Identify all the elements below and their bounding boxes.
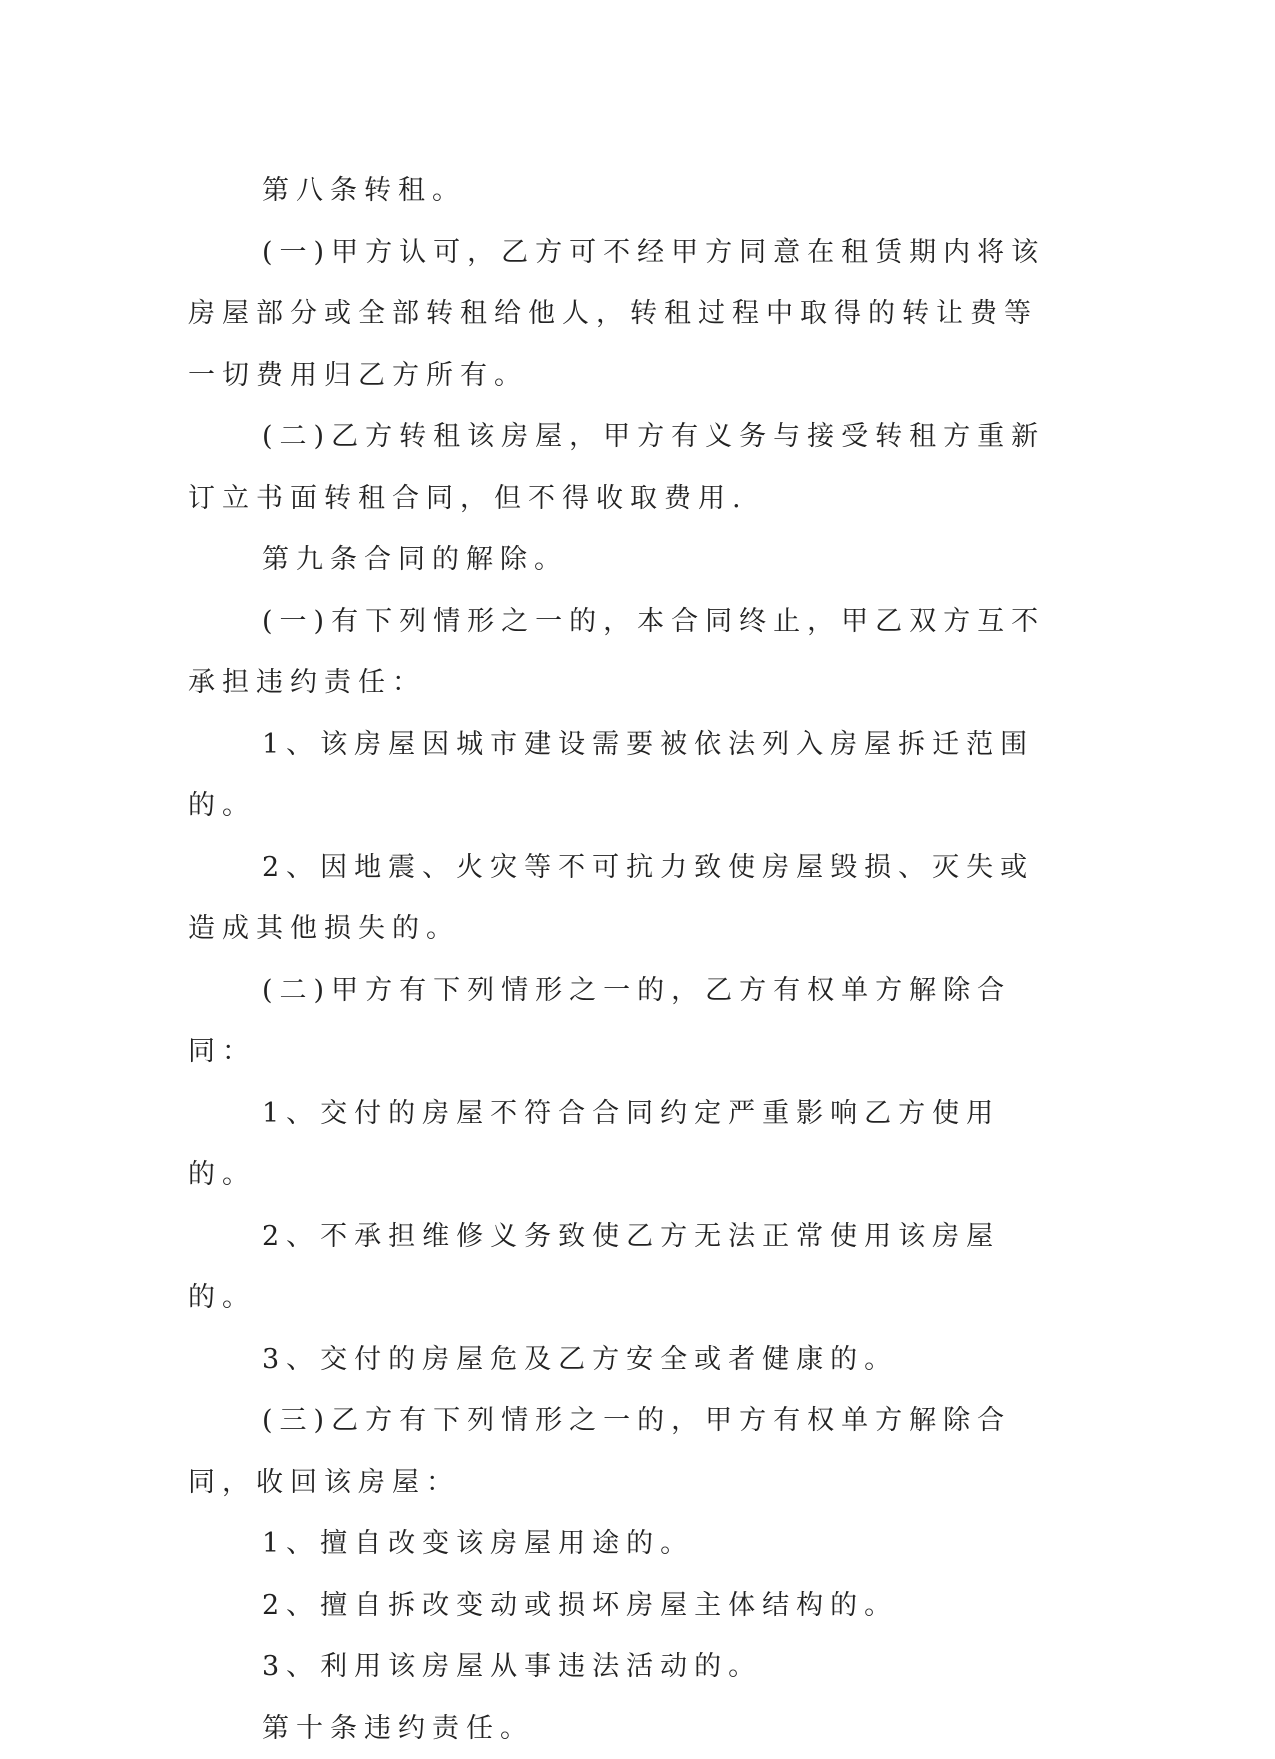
article-9-clause-2-item-2: 2、不承担维修义务致使乙方无法正常使用该房屋的。 xyxy=(188,1206,1068,1329)
article-9-clause-3-item-2: 2、擅自拆改变动或损坏房屋主体结构的。 xyxy=(188,1575,1068,1637)
article-9-clause-1: (一)有下列情形之一的，本合同终止，甲乙双方互不承担违约责任： xyxy=(188,591,1068,714)
article-9-clause-2-item-3: 3、交付的房屋危及乙方安全或者健康的。 xyxy=(188,1329,1068,1391)
article-9-heading: 第九条合同的解除。 xyxy=(188,529,1068,591)
article-9-clause-1-item-2: 2、因地震、火灾等不可抗力致使房屋毁损、灭失或造成其他损失的。 xyxy=(188,837,1068,960)
article-9-clause-2-item-1: 1、交付的房屋不符合合同约定严重影响乙方使用的。 xyxy=(188,1083,1068,1206)
article-8-clause-2: (二)乙方转租该房屋，甲方有义务与接受转租方重新订立书面转租合同，但不得收取费用. xyxy=(188,406,1068,529)
article-9-clause-2: (二)甲方有下列情形之一的，乙方有权单方解除合同： xyxy=(188,960,1068,1083)
article-8-clause-1: (一)甲方认可，乙方可不经甲方同意在租赁期内将该房屋部分或全部转租给他人，转租过程中取得的转让费等一切费用归乙方所有。 xyxy=(188,222,1068,407)
article-9-clause-1-item-1: 1、该房屋因城市建设需要被依法列入房屋拆迁范围的。 xyxy=(188,714,1068,837)
article-9-clause-3: (三)乙方有下列情形之一的，甲方有权单方解除合同，收回该房屋： xyxy=(188,1390,1068,1513)
document-body xyxy=(188,160,1068,1759)
article-10-heading: 第十条违约责任。 xyxy=(188,1698,1068,1759)
article-8-heading: 第八条转租。 xyxy=(188,160,1068,222)
article-9-clause-3-item-3: 3、利用该房屋从事违法活动的。 xyxy=(188,1636,1068,1698)
article-9-clause-3-item-1: 1、擅自改变该房屋用途的。 xyxy=(188,1513,1068,1575)
